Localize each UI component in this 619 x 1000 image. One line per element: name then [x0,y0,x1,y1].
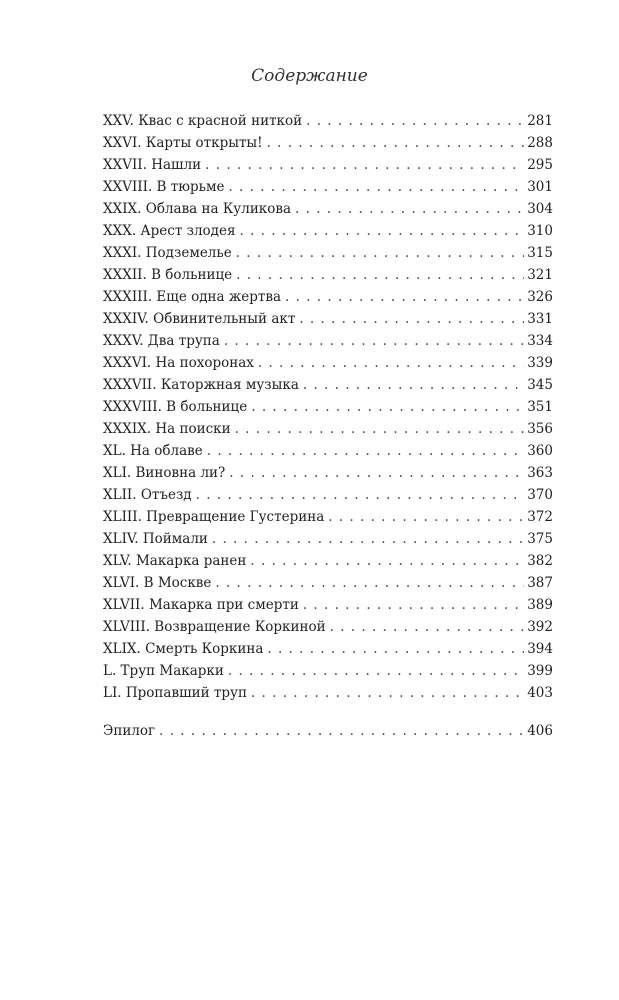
toc-entry-title: XXXII. В больнице [103,267,233,283]
dot-leader [207,440,524,462]
toc-entry-title: XLVIII. Возвращение Коркиной [103,619,326,635]
dot-leader [251,396,524,418]
toc-entry [103,154,553,176]
toc-entry-page: 321 [527,267,553,283]
toc-entry-title: XXVI. Карты открыты! [103,135,263,151]
toc-entry-title: XLV. Макарка ранен [103,553,247,569]
toc-entry-page: 295 [527,157,553,173]
toc-entry-page: 392 [527,619,553,635]
toc-entry-page: 334 [527,333,553,349]
dot-leader [267,638,524,660]
toc-entry-page: 310 [527,223,553,239]
toc-entry [103,110,553,132]
toc-entry-title: XXXVII. Каторжная музыка [103,377,299,393]
dot-leader [295,198,524,220]
toc-entry-page: 356 [527,421,553,437]
toc-entry-page: 375 [527,531,553,547]
toc-entry-page: 360 [527,443,553,459]
toc-entry [103,132,553,154]
dot-leader [212,528,524,550]
toc-entry-page: 281 [527,113,553,129]
toc-entry-page: 339 [527,355,553,371]
dot-leader [215,572,524,594]
toc-entry [103,638,553,660]
toc-entry-title: XXXIX. На поиски [103,421,231,437]
dot-leader [159,720,524,742]
toc-entry [103,264,553,286]
dot-leader [303,594,524,616]
toc-entry [103,462,553,484]
page-header: Содержание [251,66,368,86]
toc-entry-page: 363 [527,465,553,481]
toc-entry-title: XXXVIII. В больнице [103,399,248,415]
toc-entry-page: 387 [527,575,553,591]
dot-leader [228,176,524,198]
table-of-contents [103,110,553,742]
dot-leader [285,286,524,308]
toc-entry-page: 382 [527,553,553,569]
toc-entry-page: 304 [527,201,553,217]
toc-entry-title: XLIX. Смерть Коркина [103,641,264,657]
toc-entry-title: XLVII. Макарка при смерти [103,597,299,613]
toc-entry-epilog [103,720,553,742]
dot-leader [258,352,524,374]
toc-entry-title: XXXI. Подземелье [103,245,232,261]
dot-leader [239,220,524,242]
toc-entry [103,528,553,550]
dot-leader [228,660,524,682]
toc-entry-page: 301 [527,179,553,195]
toc-entry-page: 406 [527,723,553,739]
dot-leader [224,330,524,352]
toc-entry [103,484,553,506]
toc-entry-page: 389 [527,597,553,613]
toc-entry-title: XLI. Виновна ли? [103,465,226,481]
toc-entry [103,374,553,396]
toc-entry [103,594,553,616]
toc-list [103,110,553,704]
toc-entry-title: XXXV. Два трупа [103,333,220,349]
toc-entry [103,572,553,594]
toc-entry-page: 345 [527,377,553,393]
toc-entry-page: 288 [527,135,553,151]
toc-entry-title: XLIV. Поймали [103,531,208,547]
toc-entry-page: 351 [527,399,553,415]
dot-leader [235,418,525,440]
toc-entry [103,550,553,572]
dot-leader [330,616,525,638]
toc-entry [103,308,553,330]
toc-entry [103,506,553,528]
toc-entry-page: 394 [527,641,553,657]
dot-leader [236,264,524,286]
dot-leader [299,308,524,330]
toc-entry [103,286,553,308]
toc-entry [103,242,553,264]
toc-entry-title: XXVIII. В тюрьме [103,179,225,195]
toc-entry [103,682,553,704]
toc-entry [103,396,553,418]
toc-entry [103,440,553,462]
dot-leader [328,506,524,528]
toc-entry-title: LI. Пропавший труп [103,685,247,701]
toc-entry-page: 403 [527,685,553,701]
toc-entry [103,330,553,352]
toc-entry [103,660,553,682]
dot-leader [196,484,525,506]
dot-leader [229,462,524,484]
toc-entry-title: XXXVI. На похоронах [103,355,254,371]
toc-entry-title: XXXIV. Обвинительный акт [103,311,296,327]
toc-entry-title: XXV. Квас с красной ниткой [103,113,303,129]
toc-entry-title: XLIII. Превращение Густерина [103,509,325,525]
dot-leader [205,154,524,176]
dot-leader [250,550,524,572]
toc-entry [103,418,553,440]
toc-entry-title: XXVII. Нашли [103,157,202,173]
toc-entry-title: XLVI. В Москве [103,575,212,591]
dot-leader [267,132,525,154]
toc-entry-page: 372 [527,509,553,525]
toc-entry [103,198,553,220]
toc-entry-title: XXXIII. Еще одна жертва [103,289,282,305]
dot-leader [306,110,524,132]
toc-entry-title: XXX. Арест злодея [103,223,236,239]
toc-entry-page: 326 [527,289,553,305]
dot-leader [251,682,524,704]
toc-entry [103,176,553,198]
dot-leader [303,374,524,396]
toc-entry-page: 370 [527,487,553,503]
toc-entry [103,220,553,242]
toc-entry-title: XL. На облаве [103,443,203,459]
toc-entry [103,616,553,638]
toc-entry-title: XLII. Отъезд [103,487,192,503]
toc-entry-page: 315 [527,245,553,261]
dot-leader [236,242,525,264]
toc-entry-title: Эпилог [103,723,156,739]
toc-entry-page: 331 [527,311,553,327]
toc-entry-title: XXIX. Облава на Куликова [103,201,292,217]
toc-entry-title: L. Труп Макарки [103,663,224,679]
toc-entry [103,352,553,374]
toc-entry-page: 399 [527,663,553,679]
